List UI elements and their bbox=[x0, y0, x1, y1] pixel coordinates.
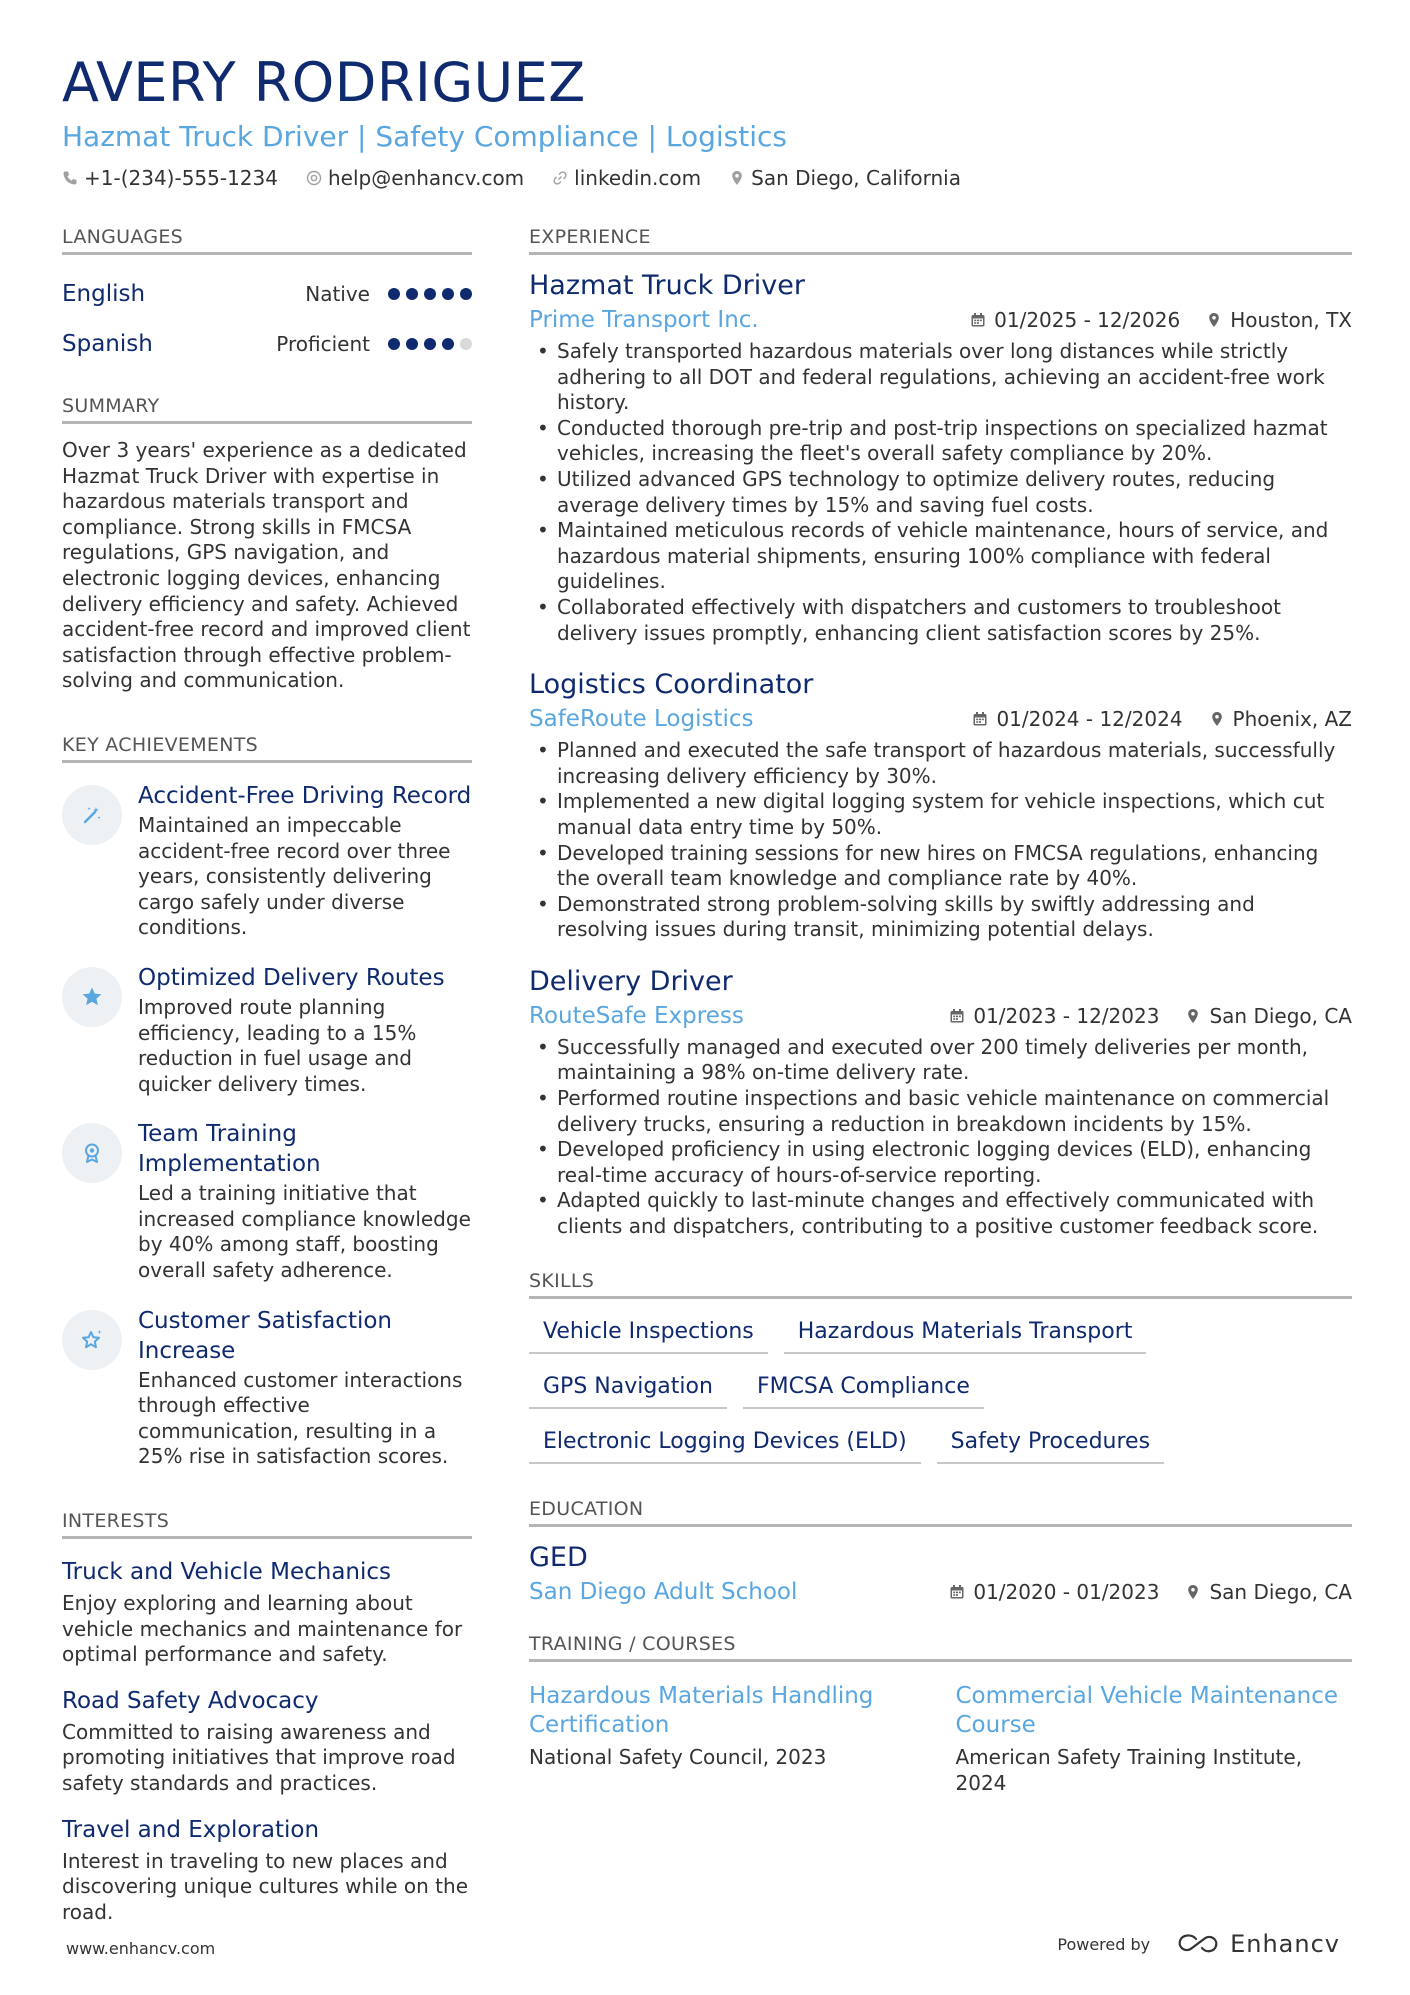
courses-list bbox=[529, 1682, 1352, 1796]
language-level: Native bbox=[305, 282, 370, 306]
location-pin-icon bbox=[729, 170, 745, 186]
job-bullets bbox=[529, 1035, 1352, 1240]
bullet-item: • Developed training sessions for new hires on FMCSA regulations, enhancing the overall team knowledge and compliance rate by 40%. bbox=[529, 841, 1352, 892]
language-row bbox=[62, 269, 472, 319]
resume-header bbox=[62, 52, 1350, 190]
interest-title: Road Safety Advocacy bbox=[62, 1687, 319, 1714]
summary-text: Over 3 years' experience as a dedicated Hazmat Truck Driver with expertise in hazardous materials transport and compliance. Strong skills in FMCSA regulations, GPS navigation, and electronic logging devices, enhancing delivery efficiency and safety. Achieved accident-free record and improved client satisfaction through effective problem-solving and communication. bbox=[62, 438, 471, 693]
achievements-heading: KEY ACHIEVEMENTS bbox=[62, 734, 472, 763]
interest-item bbox=[62, 1557, 472, 1668]
bullet-item: • Implemented a new digital logging system for vehicle inspections, which cut manual data entry time by 50%. bbox=[529, 789, 1352, 840]
bullet-item: • Successfully managed and executed over 200 timely deliveries per month, maintaining a 98% on-time delivery rate. bbox=[529, 1035, 1352, 1086]
achievement-desc: Led a training initiative that increased compliance knowledge by 40% among staff, boosting overall safety adherence. bbox=[138, 1181, 471, 1283]
skill-tag: Hazardous Materials Transport bbox=[784, 1313, 1147, 1354]
education-location: San Diego, CA bbox=[1209, 1579, 1352, 1604]
job-title: Logistics Coordinator bbox=[529, 669, 814, 701]
achievement-item bbox=[62, 1119, 472, 1283]
skills-heading: SKILLS bbox=[529, 1270, 1352, 1299]
left-column bbox=[62, 226, 472, 1943]
achievement-title: Team Training Implementation bbox=[138, 1121, 321, 1178]
star-icon bbox=[62, 967, 122, 1027]
candidate-name: AVERY RODRIGUEZ bbox=[62, 51, 586, 114]
bullet-item: • Maintained meticulous records of vehicle maintenance, hours of service, and hazardous material shipments, ensuring 100% compliance with federal guidelines. bbox=[529, 518, 1352, 595]
achievement-desc: Maintained an impeccable accident-free record over three years, consistently delivering cargo safely under diverse conditions. bbox=[138, 812, 451, 940]
job-bullets bbox=[529, 738, 1352, 943]
contact-location bbox=[729, 166, 961, 190]
job-entry bbox=[529, 668, 1352, 943]
training-heading: TRAINING / COURSES bbox=[529, 1633, 1352, 1662]
interests-heading: INTERESTS bbox=[62, 1510, 472, 1539]
job-location: San Diego, CA bbox=[1209, 1003, 1352, 1028]
bullet-item: • Collaborated effectively with dispatchers and customers to troubleshoot delivery issues promptly, enhancing client satisfaction scores by 25%. bbox=[529, 595, 1352, 646]
right-column bbox=[529, 226, 1352, 1796]
job-dates: 01/2025 - 12/2026 bbox=[994, 308, 1181, 332]
brand-logo[interactable] bbox=[1176, 1930, 1340, 1958]
education-heading: EDUCATION bbox=[529, 1498, 1352, 1527]
interest-desc: Committed to raising awareness and promoting initiatives that improve road safety standards and practices. bbox=[62, 1719, 456, 1795]
rating-dot-filled bbox=[406, 288, 418, 300]
summary-heading: SUMMARY bbox=[62, 395, 472, 424]
interest-title: Truck and Vehicle Mechanics bbox=[62, 1559, 392, 1586]
achievement-item bbox=[62, 1306, 472, 1470]
achievements-list bbox=[62, 781, 472, 1470]
rating-dot-filled bbox=[460, 288, 472, 300]
interest-item bbox=[62, 1815, 472, 1926]
calendar-icon bbox=[949, 1584, 965, 1600]
achievement-title: Accident-Free Driving Record bbox=[138, 782, 472, 809]
link-icon bbox=[552, 170, 568, 186]
job-dates: 01/2024 - 12/2024 bbox=[996, 707, 1183, 732]
bullet-item: • Utilized advanced GPS technology to optimize delivery routes, reducing average delivery times by 15% and saving fuel costs. bbox=[529, 467, 1352, 518]
achievement-item bbox=[62, 781, 472, 941]
linkedin-text: linkedin.com bbox=[574, 166, 702, 190]
language-name: Spanish bbox=[62, 331, 153, 357]
bullet-item: • Developed proficiency in using electronic logging devices (ELD), enhancing real-time accuracy of hours-of-service reporting. bbox=[529, 1137, 1352, 1188]
achievement-title: Customer Satisfaction Increase bbox=[138, 1307, 393, 1364]
experience-heading: EXPERIENCE bbox=[529, 226, 1352, 255]
skill-tag: Electronic Logging Devices (ELD) bbox=[529, 1423, 921, 1464]
job-title: Hazmat Truck Driver bbox=[529, 270, 805, 301]
job-location: Phoenix, AZ bbox=[1232, 707, 1352, 732]
job-company: Prime Transport Inc. bbox=[529, 307, 759, 333]
job-title: Delivery Driver bbox=[529, 965, 733, 997]
award-icon bbox=[62, 1123, 122, 1183]
calendar-icon bbox=[949, 1008, 965, 1024]
at-icon bbox=[306, 170, 322, 186]
education-entry bbox=[529, 1541, 1352, 1605]
interest-desc: Interest in traveling to new places and discovering unique cultures while on the road. bbox=[62, 1848, 469, 1924]
degree-title: GED bbox=[529, 1541, 588, 1573]
contact-bar bbox=[62, 166, 1350, 190]
footer-website[interactable]: www.enhancv.com bbox=[66, 1939, 216, 1958]
course-provider: National Safety Council, 2023 bbox=[529, 1744, 827, 1769]
achievement-desc: Improved route planning efficiency, leading to a 15% reduction in fuel usage and quicker delivery times. bbox=[138, 994, 417, 1096]
location-text: San Diego, California bbox=[751, 166, 961, 190]
bullet-item: • Planned and executed the safe transport of hazardous materials, successfully increasing delivery efficiency by 30%. bbox=[529, 738, 1352, 789]
rating-dot-filled bbox=[388, 338, 400, 350]
contact-linkedin[interactable] bbox=[552, 166, 701, 190]
job-company: SafeRoute Logistics bbox=[529, 706, 754, 733]
course-title: Commercial Vehicle Maintenance Course bbox=[955, 1682, 1339, 1738]
skill-tag: FMCSA Compliance bbox=[743, 1368, 984, 1409]
bullet-item: • Safely transported hazardous materials over long distances while strictly adhering to all DOT and federal regulations, achieving an accident-free work history. bbox=[529, 339, 1352, 416]
contact-email[interactable] bbox=[306, 166, 524, 190]
location-pin-icon bbox=[1209, 711, 1225, 727]
phone-icon bbox=[62, 170, 78, 186]
rating-dot-filled bbox=[442, 288, 454, 300]
bullet-item: • Performed routine inspections and basic vehicle maintenance on commercial delivery trucks, ensuring a reduction in breakdown incidents by 15%. bbox=[529, 1086, 1352, 1137]
phone-text: +1-(234)-555-1234 bbox=[84, 166, 278, 190]
interest-item bbox=[62, 1686, 472, 1797]
location-pin-icon bbox=[1185, 1584, 1201, 1600]
powered-by-label: Powered by bbox=[1057, 1934, 1151, 1954]
course-title: Hazardous Materials Handling Certification bbox=[529, 1682, 874, 1738]
language-level: Proficient bbox=[276, 332, 370, 356]
languages-list bbox=[62, 269, 472, 369]
interest-title: Travel and Exploration bbox=[62, 1816, 320, 1843]
job-location: Houston, TX bbox=[1230, 308, 1352, 332]
brand-name: Enhancv bbox=[1230, 1930, 1340, 1958]
rating-dot-filled bbox=[424, 288, 436, 300]
skill-tag: Safety Procedures bbox=[937, 1423, 1164, 1464]
enhancv-logo-icon bbox=[1176, 1933, 1220, 1955]
interest-desc: Enjoy exploring and learning about vehicle mechanics and maintenance for optimal performance and safety. bbox=[62, 1591, 463, 1667]
bullet-item: • Conducted thorough pre-trip and post-trip inspections on specialized hazmat vehicles, increasing the fleet's overall safety compliance by 20%. bbox=[529, 416, 1352, 467]
job-dates: 01/2023 - 12/2023 bbox=[973, 1003, 1160, 1028]
bullet-item: • Demonstrated strong problem-solving skills by swiftly addressing and resolving issues during transit, minimizing potential delays. bbox=[529, 892, 1352, 943]
calendar-icon bbox=[970, 312, 986, 328]
rating-dot-filled bbox=[424, 338, 436, 350]
calendar-icon bbox=[972, 711, 988, 727]
magic-wand-icon bbox=[62, 785, 122, 845]
bullet-item: • Adapted quickly to last-minute changes and effectively communicated with clients and dispatchers, contributing to a positive customer feedback score. bbox=[529, 1188, 1352, 1239]
job-bullets bbox=[529, 339, 1352, 646]
rating-dot-filled bbox=[388, 288, 400, 300]
language-rating bbox=[388, 338, 472, 350]
skills-list bbox=[529, 1313, 1352, 1464]
languages-heading: LANGUAGES bbox=[62, 226, 472, 255]
rating-dot-filled bbox=[442, 338, 454, 350]
rating-dot-empty bbox=[460, 338, 472, 350]
headline: Hazmat Truck Driver | Safety Compliance | Logistics bbox=[62, 120, 788, 153]
contact-phone[interactable] bbox=[62, 166, 278, 190]
language-row bbox=[62, 319, 472, 369]
job-entry bbox=[529, 965, 1352, 1240]
skill-tag: Vehicle Inspections bbox=[529, 1313, 768, 1354]
location-pin-icon bbox=[1206, 312, 1222, 328]
achievement-desc: Enhanced customer interactions through effective communication, resulting in a 25% rise in satisfaction scores. bbox=[138, 1367, 463, 1469]
rating-dot-filled bbox=[406, 338, 418, 350]
language-rating bbox=[388, 288, 472, 300]
course-item bbox=[956, 1682, 1353, 1796]
course-item bbox=[529, 1682, 926, 1796]
email-text: help@enhancv.com bbox=[327, 166, 525, 190]
interests-list bbox=[62, 1557, 472, 1925]
achievement-title: Optimized Delivery Routes bbox=[138, 964, 445, 991]
location-pin-icon bbox=[1185, 1008, 1201, 1024]
job-company: RouteSafe Express bbox=[529, 1002, 744, 1029]
education-dates: 01/2020 - 01/2023 bbox=[973, 1579, 1160, 1604]
course-provider: American Safety Training Institute, 2024 bbox=[955, 1744, 1303, 1795]
school-name: San Diego Adult School bbox=[529, 1578, 798, 1605]
skill-tag: GPS Navigation bbox=[529, 1368, 727, 1409]
achievement-item bbox=[62, 963, 472, 1097]
footer-branding bbox=[1057, 1930, 1340, 1958]
job-entry bbox=[529, 269, 1352, 646]
language-name: English bbox=[62, 281, 146, 307]
sparkle-star-icon bbox=[62, 1310, 122, 1370]
